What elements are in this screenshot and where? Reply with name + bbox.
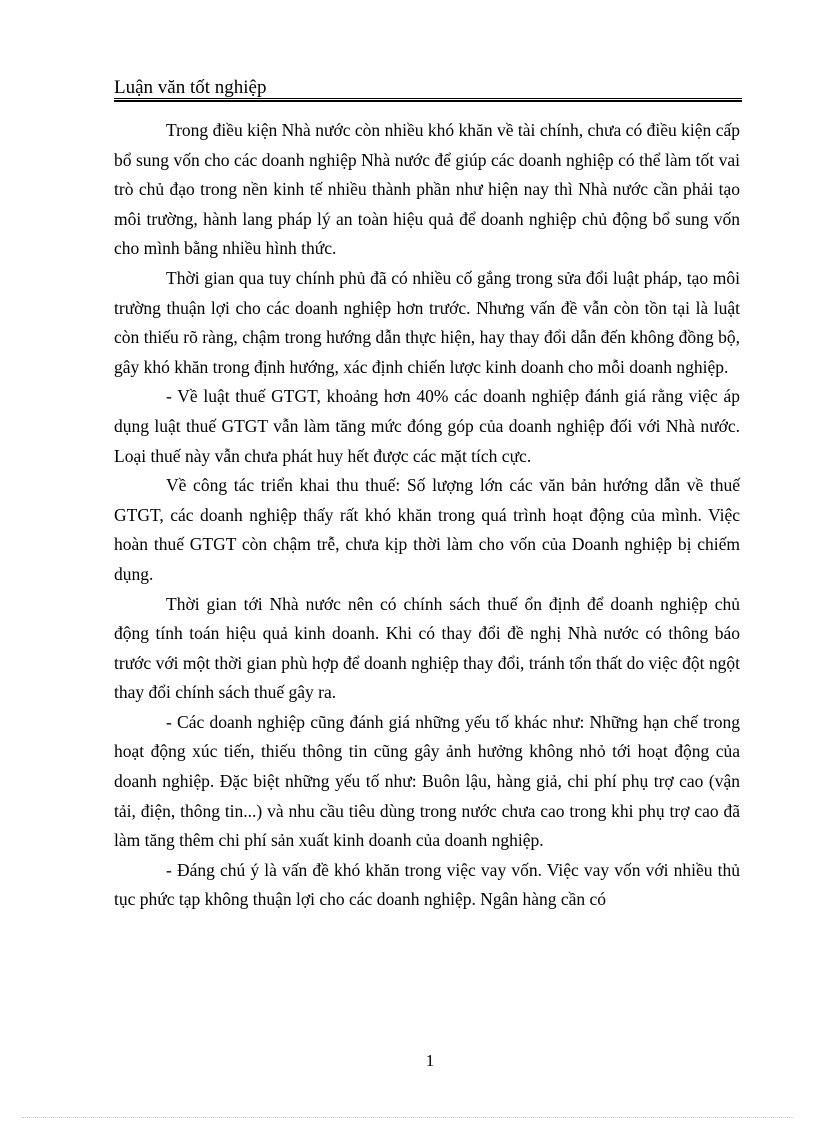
page-number: 1 (425, 1051, 435, 1070)
page-bottom-border (22, 1117, 794, 1118)
document-body (114, 116, 740, 915)
header-rule-double (114, 100, 742, 102)
paragraph: Thời gian qua tuy chính phủ đã có nhiều cố gắng trong sửa đổi luật pháp, tạo môi trường thuận lợi cho các doanh nghiệp hơn trước. Nhưng vấn đề vẫn còn tồn tại là luật còn thiếu rõ ràng, chậm trong hướng dẫn thực hiện, hay thay đổi dẫn đến không đồng bộ, gây khó khăn trong định hướng, xác định chiến lược kinh doanh cho mỗi doanh nghiệp. (114, 267, 740, 377)
paragraph: Thời gian tới Nhà nước nên có chính sách thuế ổn định để doanh nghiệp chủ động tính toán hiệu quả kinh doanh. Khi có thay đổi đề nghị Nhà nước có thông báo trước với một thời gian phù hợp để doanh nghiệp thay đổi, tránh tổn thất do việc đột ngột thay đổi chính sách thuế gây ra. (114, 593, 740, 703)
paragraph: Trong điều kiện Nhà nước còn nhiều khó khăn về tài chính, chưa có điều kiện cấp bổ sung vốn cho các doanh nghiệp Nhà nước để giúp các doanh nghiệp có thể làm tốt vai trò chủ đạo trong nền kinh tế nhiều thành phần như hiện nay thì Nhà nước cần phải tạo môi trường, hành lang pháp lý an toàn hiệu quả để doanh nghiệp chủ động bổ sung vốn cho mình bằng nhiều hình thức. (114, 120, 740, 259)
header-title: Luận văn tốt nghiệp (114, 77, 267, 98)
page-header (114, 76, 742, 102)
paragraph: - Các doanh nghiệp cũng đánh giá những yếu tố khác như: Những hạn chế trong hoạt động xúc tiến, thiếu thông tin cũng gây ảnh hưởng không nhỏ tới hoạt động của doanh nghiệp. Đặc biệt những yếu tố như: Buôn lậu, hàng giả, chi phí phụ trợ cao (vận tải, điện, thông tin...) và nhu cầu tiêu dùng trong nước chưa cao trong khi phụ trợ cao đã làm tăng thêm chi phí sản xuất kinh doanh của doanh nghiệp. (114, 711, 740, 851)
paragraph: - Đáng chú ý là vấn đề khó khăn trong việc vay vốn. Việc vay vốn với nhiều thủ tục phức tạp không thuận lợi cho các doanh nghiệp. Ngân hàng cần có (114, 859, 740, 910)
paragraph: Về công tác triển khai thu thuế: Số lượng lớn các văn bản hướng dẫn về thuế GTGT, các doanh nghiệp thấy rất khó khăn trong quá trình hoạt động của mình. Việc hoàn thuế GTGT còn chậm trễ, chưa kịp thời làm cho vốn của Doanh nghiệp bị chiếm dụng. (114, 475, 740, 584)
paragraph: - Về luật thuế GTGT, khoảng hơn 40% các doanh nghiệp đánh giá rằng việc áp dụng luật thuế GTGT vẫn làm tăng mức đóng góp của doanh nghiệp đối với Nhà nước. Loại thuế này vẫn chưa phát huy hết được các mặt tích cực. (114, 386, 740, 466)
header-rule (114, 98, 742, 99)
